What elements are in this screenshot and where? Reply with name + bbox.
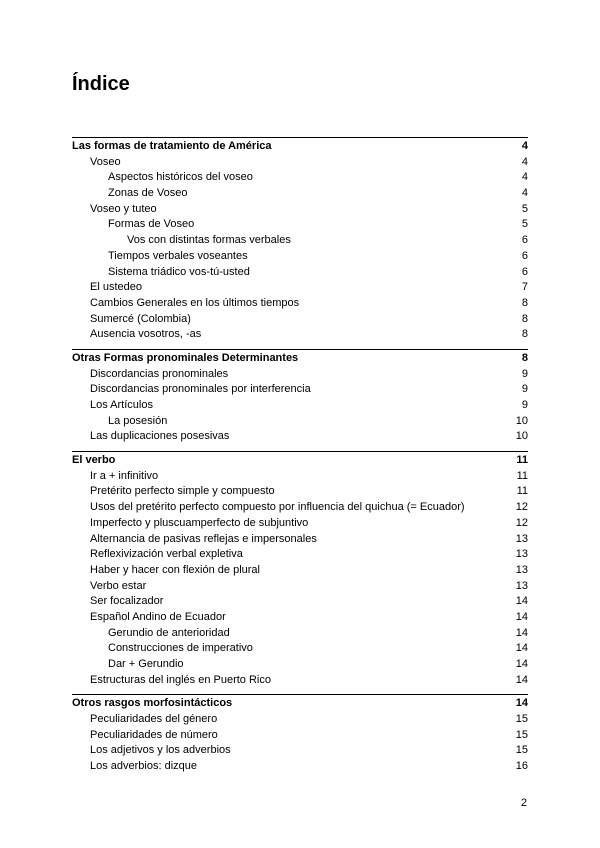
toc-entry-label: Imperfecto y pluscuamperfecto de subjuntivo — [90, 516, 309, 529]
toc-entry[interactable] — [72, 673, 528, 689]
toc-entry[interactable] — [72, 532, 528, 548]
toc-entry-label: Voseo — [90, 155, 121, 168]
toc-entry-label: Tiempos verbales voseantes — [108, 249, 248, 262]
toc-entry[interactable] — [72, 367, 528, 383]
toc-section — [72, 694, 528, 774]
toc-section-title: Las formas de tratamiento de América — [72, 140, 272, 152]
toc-entry-label: Gerundio de anterioridad — [108, 626, 230, 639]
toc-entry-page: 11 — [516, 485, 528, 498]
toc-entry[interactable] — [72, 382, 528, 398]
toc-entry-label: Zonas de Voseo — [108, 187, 188, 200]
toc-entry-page: 4 — [521, 155, 528, 168]
page-number: 2 — [520, 797, 527, 809]
toc-entry-page: 10 — [515, 430, 528, 443]
toc-section-page: 14 — [515, 697, 528, 710]
toc-entry-label: Haber y hacer con flexión de plural — [90, 563, 260, 576]
toc-entry-label: Alternancia de pasivas reflejas e impersonales — [90, 532, 317, 545]
toc-entry[interactable] — [72, 743, 528, 759]
toc-entry[interactable] — [72, 759, 528, 775]
toc-entry-page: 5 — [521, 218, 528, 231]
toc-section — [72, 137, 528, 343]
toc-entry[interactable] — [72, 217, 528, 233]
toc-entry-page: 12 — [515, 516, 528, 529]
toc-entry[interactable] — [72, 233, 528, 249]
toc-entry-page: 8 — [521, 296, 528, 309]
toc-entry-page: 9 — [521, 399, 528, 411]
toc-entry[interactable] — [72, 327, 528, 343]
toc-entry-page: 11 — [516, 469, 528, 482]
toc-entry-label: Verbo estar — [90, 579, 147, 592]
toc-entry-label: Los adverbios: dizque — [90, 760, 198, 773]
toc-entry[interactable] — [72, 657, 528, 673]
toc-entry-label: Peculiaridades de número — [90, 728, 218, 741]
page-title: Índice — [72, 73, 130, 95]
toc-entry-page: 15 — [515, 713, 528, 726]
toc-entry[interactable] — [72, 484, 528, 500]
toc-entry-page: 6 — [521, 265, 528, 278]
toc-section-heading[interactable] — [72, 351, 528, 367]
toc-section-title: Otras Formas pronominales Determinantes — [72, 351, 299, 364]
toc-entry-label: Cambios Generales en los últimos tiempos — [90, 296, 300, 309]
toc-entry-page: 4 — [521, 171, 528, 184]
toc-entry-page: 9 — [521, 367, 528, 380]
toc-entry[interactable] — [72, 469, 528, 485]
toc-entry-label: Formas de Voseo — [108, 218, 195, 231]
toc-entry-label: Usos del pretérito perfecto compuesto por influencia del quichua (= Ecuador) — [90, 501, 465, 514]
toc-entry[interactable] — [72, 280, 528, 296]
toc-entry[interactable] — [72, 641, 528, 657]
toc-entry-page: 16 — [515, 760, 528, 773]
toc-entry[interactable] — [72, 429, 528, 445]
toc-entry[interactable] — [72, 249, 528, 265]
toc-entry-label: Ser focalizador — [90, 595, 164, 608]
toc-entry[interactable] — [72, 312, 528, 328]
toc-entry-label: Peculiaridades del género — [90, 713, 218, 726]
toc-entry-page: 10 — [515, 414, 528, 427]
toc-entry-label: Reflexivización verbal expletiva — [90, 548, 243, 561]
toc-entry-page: 5 — [521, 202, 528, 215]
toc-entry-page: 14 — [515, 626, 528, 639]
toc-entry[interactable] — [72, 626, 528, 642]
toc-entry-label: Discordancias pronominales — [90, 367, 229, 380]
toc-entry-page: 14 — [515, 610, 528, 623]
toc-entry[interactable] — [72, 563, 528, 579]
toc-entry-label: Las duplicaciones posesivas — [90, 430, 230, 443]
toc-entry-page: 6 — [521, 249, 528, 262]
toc-section — [72, 349, 528, 445]
toc-entry[interactable] — [72, 398, 528, 414]
toc-entry-page: 14 — [515, 642, 528, 655]
toc-entry-page: 9 — [521, 383, 528, 396]
toc-entry-page: 4 — [521, 187, 528, 200]
toc-entry-page: 12 — [515, 501, 528, 514]
toc-entry-label: Sumercé (Colombia) — [90, 312, 191, 325]
toc-section-heading[interactable] — [72, 696, 528, 712]
toc-entry-page: 13 — [515, 579, 528, 592]
toc-entry-page: 7 — [521, 281, 528, 294]
toc-entry-label: Sistema triádico vos-tú-usted — [108, 265, 250, 278]
toc-entry[interactable] — [72, 579, 528, 595]
toc-entry-page: 8 — [521, 312, 528, 325]
toc-section-title: El verbo — [72, 454, 116, 467]
toc-entry[interactable] — [72, 414, 528, 430]
toc-entry-page: 14 — [515, 595, 528, 608]
toc-section-page: 4 — [521, 140, 528, 152]
toc-entry-label: El ustedeo — [90, 281, 142, 294]
toc-entry[interactable] — [72, 712, 528, 728]
toc-entry-label: Los adjetivos y los adverbios — [90, 744, 231, 757]
toc-entry-page: 14 — [515, 673, 528, 686]
toc-entry-page: 14 — [515, 658, 528, 670]
toc-entry[interactable] — [72, 500, 528, 516]
toc-entry-label: Los Artículos — [90, 399, 153, 411]
toc-entry-page: 13 — [515, 532, 528, 545]
toc-entry-label: Dar + Gerundio — [108, 658, 184, 670]
toc-entry-page: 13 — [515, 548, 528, 561]
toc-section-page: 11 — [516, 454, 528, 467]
toc-entry[interactable] — [72, 202, 528, 218]
toc-entry-page: 15 — [515, 744, 528, 757]
toc-entry-label: Estructuras del inglés en Puerto Rico — [90, 673, 271, 686]
toc-entry[interactable] — [72, 516, 528, 532]
toc-entry[interactable] — [72, 265, 528, 281]
toc-entry-label: Aspectos históricos del voseo — [108, 171, 253, 184]
toc-entry[interactable] — [72, 594, 528, 610]
toc-entry[interactable] — [72, 155, 528, 171]
toc-section-page: 8 — [521, 351, 528, 364]
toc-entry-page: 15 — [515, 728, 528, 741]
toc-section-heading[interactable] — [72, 453, 528, 469]
toc-entry[interactable] — [72, 547, 528, 563]
toc-entry-label: Construcciones de imperativo — [108, 642, 253, 655]
table-of-contents — [72, 137, 528, 775]
toc-entry-page: 8 — [521, 328, 528, 341]
toc-entry[interactable] — [72, 170, 528, 186]
toc-entry[interactable] — [72, 186, 528, 202]
toc-section — [72, 451, 528, 688]
toc-entry-label: Discordancias pronominales por interferencia — [90, 383, 311, 396]
toc-entry[interactable] — [72, 610, 528, 626]
toc-entry-label: Español Andino de Ecuador — [90, 610, 226, 623]
toc-entry[interactable] — [72, 296, 528, 312]
toc-entry-label: Vos con distintas formas verbales — [127, 234, 291, 247]
toc-entry-page: 13 — [515, 563, 528, 576]
toc-entry[interactable] — [72, 728, 528, 744]
toc-section-heading[interactable] — [72, 139, 528, 155]
toc-entry-label: Pretérito perfecto simple y compuesto — [90, 485, 275, 498]
toc-entry-page: 6 — [521, 234, 528, 247]
toc-entry-label: Voseo y tuteo — [90, 202, 157, 215]
toc-entry-label: La posesión — [108, 414, 168, 427]
toc-section-title: Otros rasgos morfosintácticos — [72, 697, 233, 710]
toc-entry-label: Ir a + infinitivo — [90, 469, 159, 482]
toc-entry-label: Ausencia vosotros, -as — [90, 328, 202, 341]
